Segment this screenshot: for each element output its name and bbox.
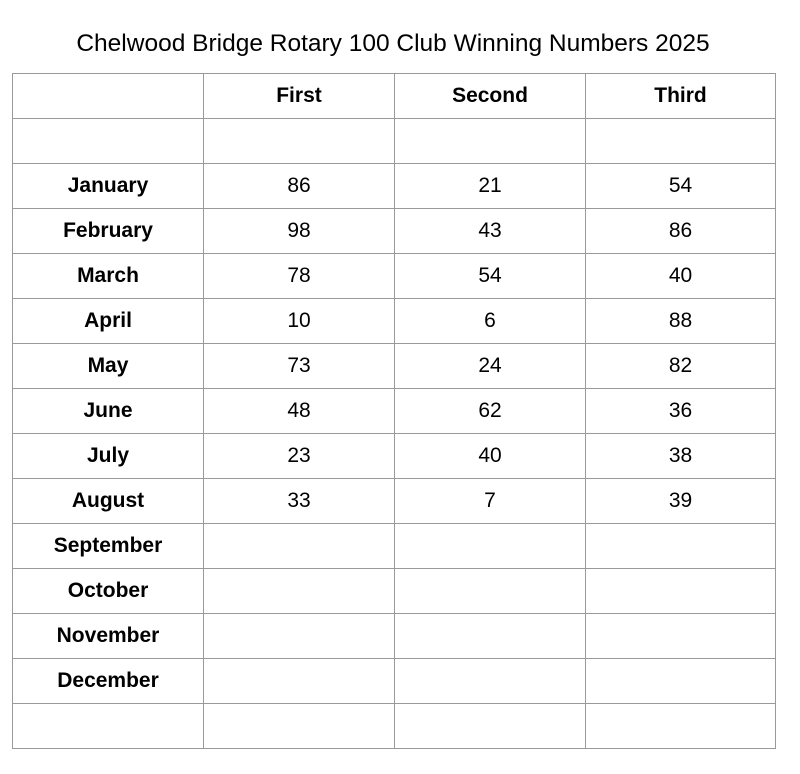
- month-cell: July: [13, 434, 204, 479]
- month-cell: September: [13, 524, 204, 569]
- table-row: [13, 569, 776, 614]
- first-cell: 10: [204, 299, 395, 344]
- table-row: [13, 299, 776, 344]
- header-month: [13, 74, 204, 119]
- table-row: [13, 614, 776, 659]
- third-cell: [586, 119, 776, 164]
- third-cell: 40: [586, 254, 776, 299]
- month-cell: August: [13, 479, 204, 524]
- month-cell: November: [13, 614, 204, 659]
- third-cell: 39: [586, 479, 776, 524]
- third-cell: [586, 614, 776, 659]
- first-cell: 86: [204, 164, 395, 209]
- header-third: Third: [586, 74, 776, 119]
- month-cell: May: [13, 344, 204, 389]
- first-cell: 73: [204, 344, 395, 389]
- third-cell: 36: [586, 389, 776, 434]
- second-cell: 6: [395, 299, 586, 344]
- table-row: [13, 659, 776, 704]
- second-cell: 40: [395, 434, 586, 479]
- second-cell: [395, 614, 586, 659]
- first-cell: 98: [204, 209, 395, 254]
- month-cell: [13, 704, 204, 749]
- winning-numbers-table: [12, 73, 776, 749]
- table-row: [13, 434, 776, 479]
- third-cell: 86: [586, 209, 776, 254]
- first-cell: 78: [204, 254, 395, 299]
- second-cell: 21: [395, 164, 586, 209]
- month-cell: March: [13, 254, 204, 299]
- page-title: Chelwood Bridge Rotary 100 Club Winning Numbers 2025: [76, 30, 710, 57]
- second-cell: 24: [395, 344, 586, 389]
- table-row: [13, 524, 776, 569]
- third-cell: 54: [586, 164, 776, 209]
- first-cell: [204, 119, 395, 164]
- third-cell: [586, 704, 776, 749]
- month-cell: [13, 119, 204, 164]
- first-cell: [204, 659, 395, 704]
- second-cell: [395, 659, 586, 704]
- month-cell: January: [13, 164, 204, 209]
- table-row: [13, 479, 776, 524]
- table-row: [13, 389, 776, 434]
- third-cell: [586, 569, 776, 614]
- month-cell: February: [13, 209, 204, 254]
- first-cell: 23: [204, 434, 395, 479]
- second-cell: 43: [395, 209, 586, 254]
- table-row: [13, 344, 776, 389]
- second-cell: [395, 569, 586, 614]
- second-cell: 62: [395, 389, 586, 434]
- header-second: Second: [395, 74, 586, 119]
- third-cell: [586, 659, 776, 704]
- first-cell: [204, 524, 395, 569]
- table-header-row: [13, 74, 776, 119]
- header-first: First: [204, 74, 395, 119]
- first-cell: [204, 569, 395, 614]
- third-cell: [586, 524, 776, 569]
- first-cell: [204, 614, 395, 659]
- second-cell: [395, 704, 586, 749]
- table-row: [13, 119, 776, 164]
- table-row: [13, 164, 776, 209]
- second-cell: [395, 524, 586, 569]
- second-cell: [395, 119, 586, 164]
- second-cell: 7: [395, 479, 586, 524]
- table-row: [13, 704, 776, 749]
- first-cell: 33: [204, 479, 395, 524]
- second-cell: 54: [395, 254, 586, 299]
- first-cell: 48: [204, 389, 395, 434]
- third-cell: 88: [586, 299, 776, 344]
- third-cell: 82: [586, 344, 776, 389]
- month-cell: April: [13, 299, 204, 344]
- first-cell: [204, 704, 395, 749]
- month-cell: December: [13, 659, 204, 704]
- third-cell: 38: [586, 434, 776, 479]
- month-cell: October: [13, 569, 204, 614]
- table-row: [13, 254, 776, 299]
- table-row: [13, 209, 776, 254]
- month-cell: June: [13, 389, 204, 434]
